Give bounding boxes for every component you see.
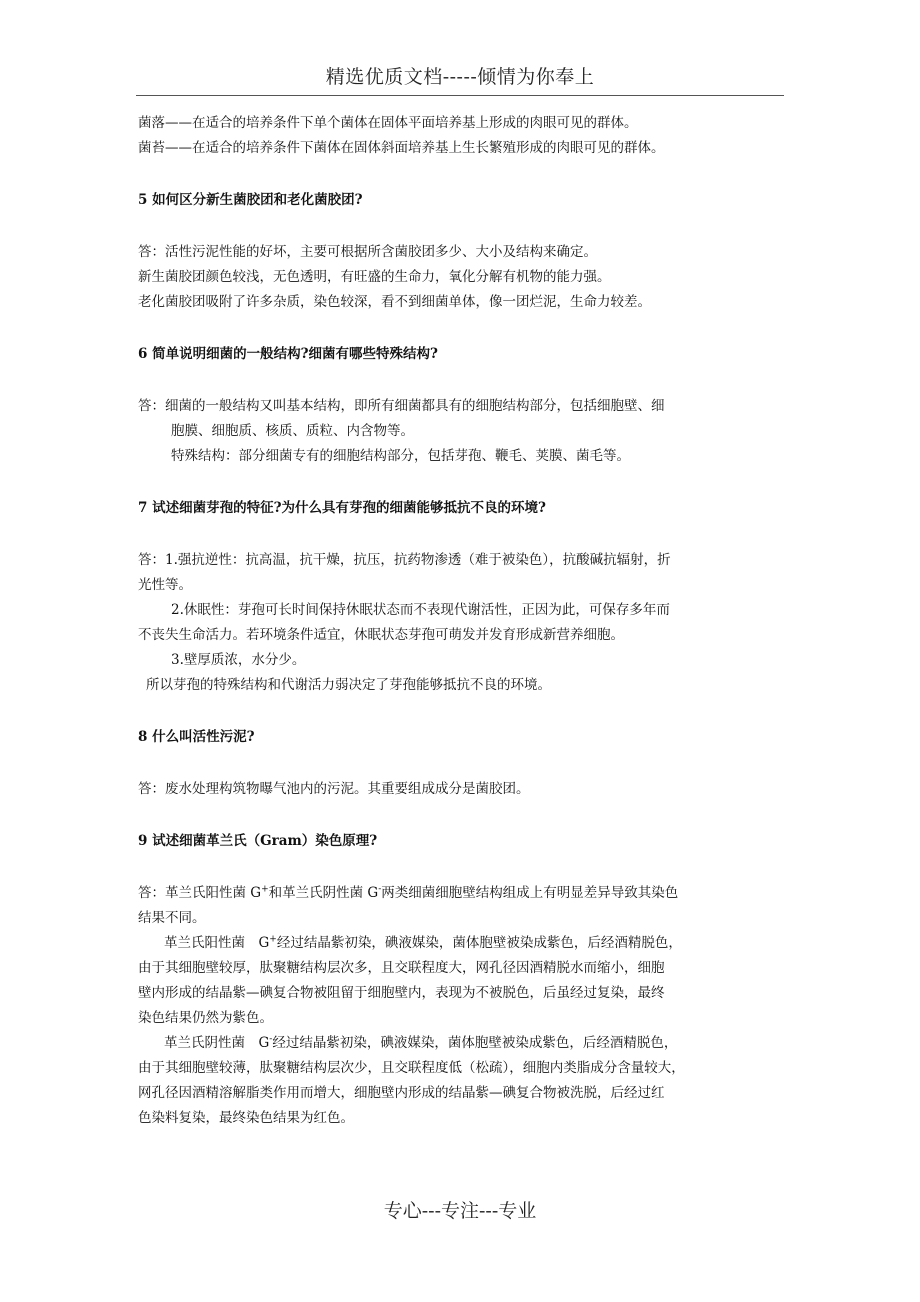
superscript-plus: +: [269, 934, 277, 945]
answer-text: 和革兰氏阴性菌 G: [268, 885, 379, 901]
answer-line: 答：活性污泥性能的好坏，主要可根据所含菌胶团多少、大小及结构来确定。: [138, 244, 597, 260]
page-header-title: 精选优质文档-----倾情为你奉上: [325, 66, 595, 88]
answer-line: [138, 931, 788, 956]
answer-line: 壁内形成的结晶紫—碘复合物被阻留于细胞壁内，表现为不被脱色，后虽经过复染，最终: [138, 985, 665, 1001]
answer-text: 答：革兰氏阳性菌 G: [138, 885, 262, 901]
question-6-title: 6 简单说明细菌的一般结构?细菌有哪些特殊结构?: [138, 346, 438, 362]
intro-line: 菌苔——在适合的培养条件下菌体在固体斜面培养基上生长繁殖形成的肉眼可见的群体。: [138, 140, 665, 156]
answer-text: 两类细菌细胞壁结构组成上有明显差异导致其染色: [381, 885, 679, 901]
answer-text: 经过结晶紫初染，碘液媒染，菌体胞壁被染成紫色，后经酒精脱色，: [272, 1035, 678, 1051]
answer-line: 答：废水处理构筑物曝气池内的污泥。其重要组成成分是菌胶团。: [138, 781, 530, 797]
answer-line: 特殊结构：部分细菌专有的细胞结构部分，包括芽孢、鞭毛、荚膜、菌毛等。: [171, 448, 630, 464]
question-8-title: 8 什么叫活性污泥?: [138, 729, 255, 745]
answer-line: 结果不同。: [138, 910, 206, 926]
answer-text: 革兰氏阳性菌 G: [164, 935, 270, 951]
question-9-title: 9 试述细菌革兰氏（Gram）染色原理?: [138, 833, 378, 849]
header-divider: [136, 95, 784, 96]
answer-line: 由于其细胞壁较薄，肽聚糖结构层次少，且交联程度低（松疏），细胞内类脂成分含量较大，: [138, 1060, 685, 1076]
page-footer-text: 专心---专注---专业: [383, 1200, 537, 1222]
superscript-plus: +: [261, 884, 269, 895]
answer-line: 答：1.强抗逆性：抗高温，抗干燥，抗压，抗药物渗透（难于被染色），抗酸碱抗辐射，折: [138, 552, 671, 568]
answer-line: 光性等。: [138, 577, 192, 593]
answer-text: 经过结晶紫初染，碘液媒染，菌体胞壁被染成紫色，后经酒精脱色，: [276, 935, 682, 951]
answer-line: 胞膜、细胞质、核质、质粒、内含物等。: [171, 423, 414, 439]
answer-line: 不丧失生命活力。若环境条件适宜，休眠状态芽孢可萌发并发育形成新营养细胞。: [138, 627, 624, 643]
answer-line: 答：细菌的一般结构又叫基本结构，即所有细菌都具有的细胞结构部分，包括细胞壁、细: [138, 398, 665, 414]
question-5-title: 5 如何区分新生菌胶团和老化菌胶团?: [138, 192, 363, 208]
answer-line: 网孔径因酒精溶解脂类作用而增大，细胞壁内形成的结晶紫—碘复合物被洗脱，后经过红: [138, 1085, 665, 1101]
answer-line: 2.休眠性：芽孢可长时间保持休眠状态而不表现代谢活性，正因为此，可保存多年而: [171, 602, 670, 618]
answer-line: 老化菌胶团吸附了许多杂质，染色较深，看不到细菌单体，像一团烂泥，生命力较差。: [138, 294, 651, 310]
document-body: [138, 111, 788, 1131]
answer-line: [138, 1031, 788, 1056]
superscript-minus: -: [269, 1034, 273, 1045]
superscript-minus: -: [378, 884, 382, 895]
answer-line: 所以芽孢的特殊结构和代谢活力弱决定了芽孢能够抵抗不良的环境。: [146, 677, 551, 693]
intro-line: 菌落——在适合的培养条件下单个菌体在固体平面培养基上形成的肉眼可见的群体。: [138, 115, 638, 131]
answer-text: 革兰氏阴性菌 G: [164, 1035, 270, 1051]
answer-line: 新生菌胶团颜色较浅，无色透明，有旺盛的生命力，氧化分解有机物的能力强。: [138, 269, 611, 285]
question-7-title: 7 试述细菌芽孢的特征?为什么具有芽孢的细菌能够抵抗不良的环境?: [138, 500, 546, 516]
answer-line: 染色结果仍然为紫色。: [138, 1010, 273, 1026]
answer-line: 由于其细胞壁较厚，肽聚糖结构层次多，且交联程度大，网孔径因酒精脱水而缩小，细胞: [138, 960, 665, 976]
answer-line: [138, 881, 788, 906]
answer-line: 色染料复染，最终染色结果为红色。: [138, 1110, 354, 1126]
answer-line: 3.壁厚质浓，水分少。: [171, 652, 306, 668]
